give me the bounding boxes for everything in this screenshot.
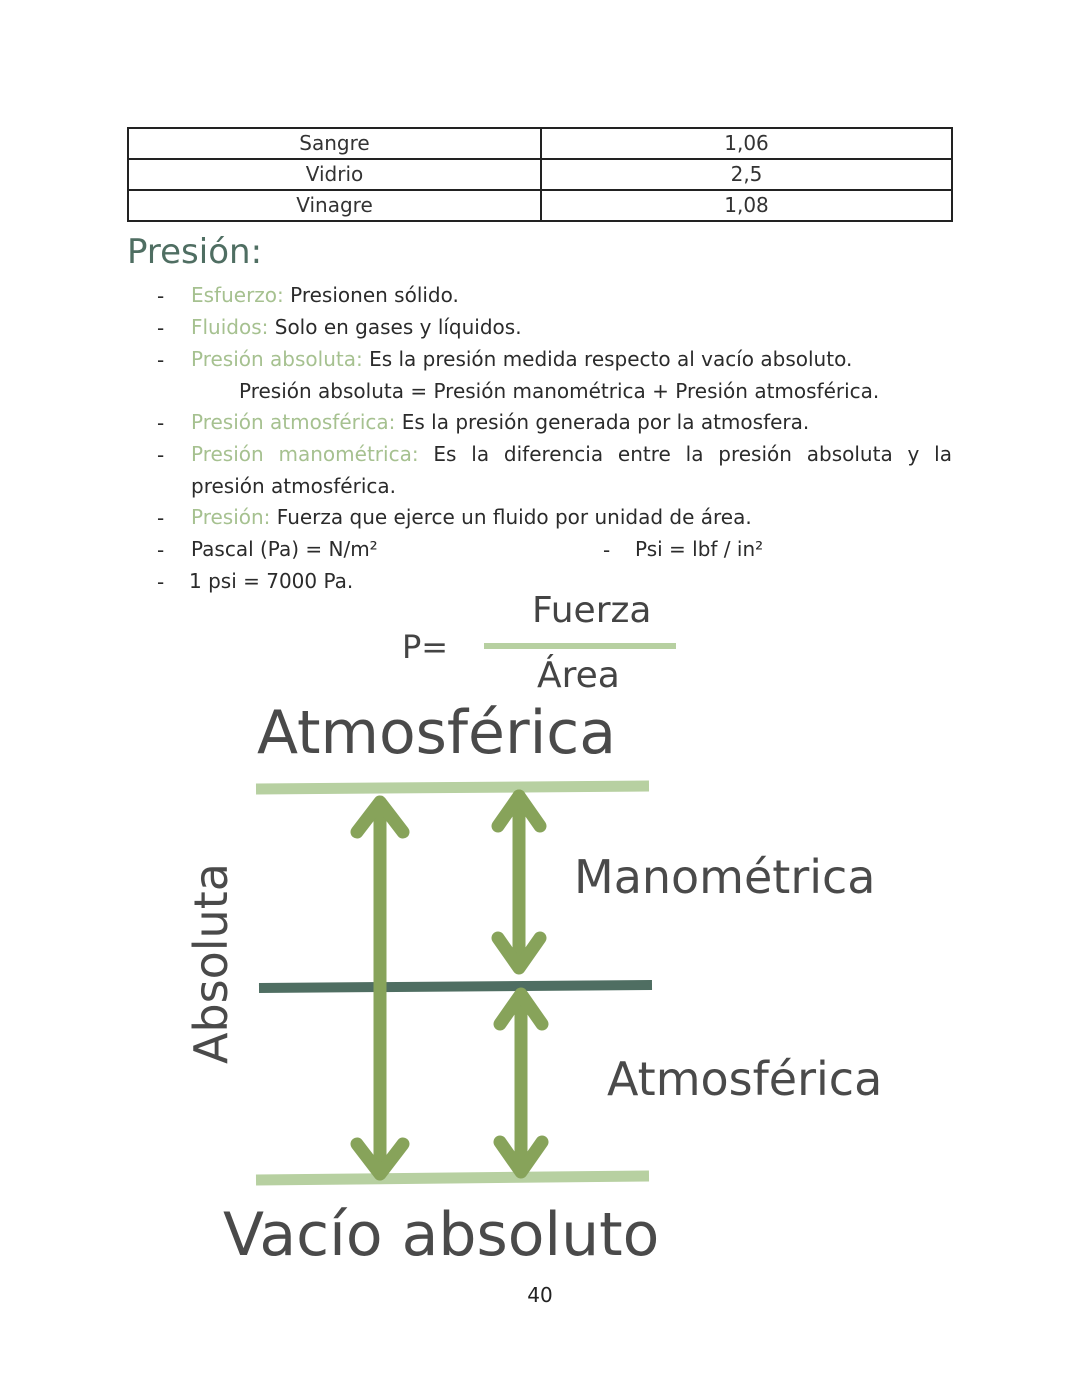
- table-cell: 1,08: [541, 190, 952, 221]
- definition-text: Fuerza que ejerce un fluido por unidad de área.: [270, 505, 752, 529]
- definition-text: Es la diferencia entre la presión absoluta y la: [433, 442, 952, 466]
- section-heading: Presión:: [127, 232, 263, 272]
- vacuum-label: Vacío absoluto: [223, 1200, 660, 1270]
- atmospheric-arrow: [500, 994, 542, 1172]
- atmospheric-line: [256, 786, 649, 789]
- bullet-dash: -: [157, 538, 165, 562]
- definition-text: Es la presión medida respecto al vacío absoluto.: [362, 347, 853, 371]
- gauge-label: Manométrica: [574, 850, 876, 904]
- definition-text: Solo en gases y líquidos.: [268, 315, 522, 339]
- absolute-label: Absoluta: [184, 863, 238, 1064]
- term-label: Fluidos:: [191, 315, 269, 339]
- bullet-dash: -: [157, 506, 165, 530]
- page-number: 40: [527, 1283, 553, 1307]
- bullet-dash: -: [157, 411, 165, 435]
- term-label: Esfuerzo:: [191, 283, 284, 307]
- table-cell: 1,06: [541, 128, 952, 159]
- bullet-dash: -: [157, 570, 165, 594]
- bullet-dash: -: [157, 443, 165, 467]
- term-label: Presión manométrica:: [191, 442, 419, 466]
- definition-continuation: presión atmosférica.: [191, 474, 396, 498]
- definition-text: Es la presión generada por la atmosfera.: [395, 410, 810, 434]
- table-cell: Vidrio: [128, 159, 541, 190]
- atmospheric-label: Atmosférica: [607, 1052, 883, 1106]
- bullet-dash: -: [157, 348, 165, 372]
- table-cell: Sangre: [128, 128, 541, 159]
- definition-text: Presionen sólido.: [283, 283, 459, 307]
- term-label: Presión absoluta:: [191, 347, 363, 371]
- bullet-dash: -: [603, 538, 611, 562]
- bullet-conversion: 1 psi = 7000 Pa.: [189, 569, 354, 593]
- formula-denominator: Área: [537, 655, 620, 696]
- formula-lhs: P=: [402, 628, 449, 666]
- absolute-pressure-formula: Presión absoluta = Presión manométrica + Presión atmosférica.: [239, 379, 880, 403]
- bullet-dash: -: [157, 284, 165, 308]
- vacuum-line: [256, 1176, 649, 1180]
- formula-numerator: Fuerza: [532, 590, 652, 631]
- top-atmospheric-label: Atmosférica: [257, 698, 617, 768]
- table-cell: Vinagre: [128, 190, 541, 221]
- term-label: Presión atmosférica:: [191, 410, 396, 434]
- term-label: Presión:: [191, 505, 271, 529]
- bullet-psi: Psi = lbf / in²: [635, 537, 764, 561]
- pressure-line: [259, 985, 652, 988]
- bullet-pascal: Pascal (Pa) = N/m²: [191, 537, 378, 561]
- table-cell: 2,5: [541, 159, 952, 190]
- bullet-dash: -: [157, 316, 165, 340]
- gauge-arrow: [498, 796, 540, 968]
